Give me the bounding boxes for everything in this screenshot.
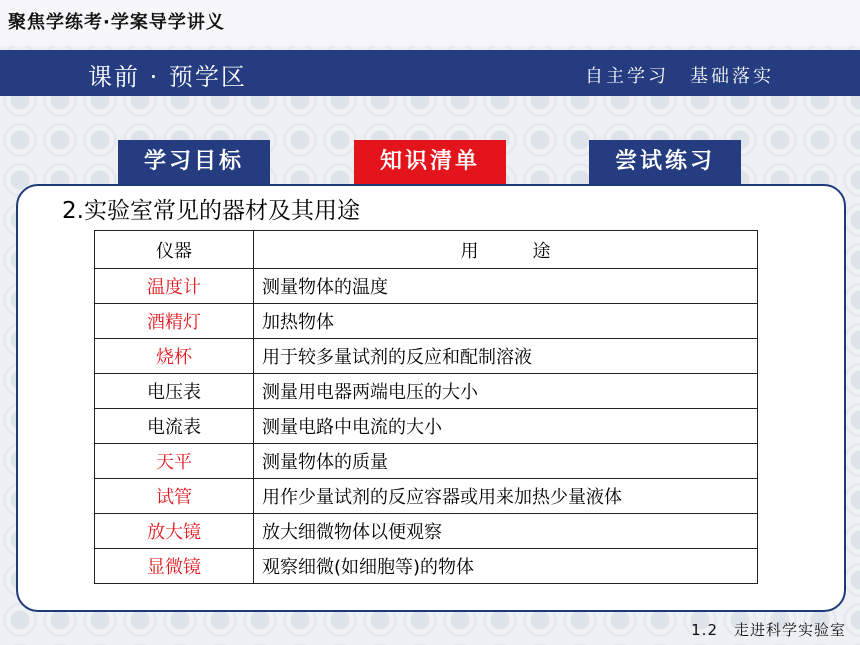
section-heading: 2.实验室常见的器材及其用途 bbox=[62, 198, 360, 224]
instrument-name: 酒精灯 bbox=[95, 304, 254, 339]
tab-learning-goals[interactable]: 学习目标 bbox=[118, 140, 270, 184]
table-row bbox=[95, 269, 758, 304]
instrument-name: 温度计 bbox=[95, 269, 254, 304]
banner-title: 课前 · 预学区 bbox=[88, 63, 247, 91]
instrument-use: 放大细微物体以便观察 bbox=[254, 514, 758, 549]
instrument-use: 用作少量试剂的反应容器或用来加热少量液体 bbox=[254, 479, 758, 514]
brand-title: 聚焦学练考·学案导学讲义 bbox=[8, 12, 225, 33]
table-row bbox=[95, 409, 758, 444]
instrument-use: 测量用电器两端电压的大小 bbox=[254, 374, 758, 409]
tab-knowledge-list[interactable]: 知识清单 bbox=[354, 140, 506, 184]
instrument-name: 天平 bbox=[95, 444, 254, 479]
instrument-use: 测量电路中电流的大小 bbox=[254, 409, 758, 444]
instrument-use: 测量物体的温度 bbox=[254, 269, 758, 304]
header-instrument: 仪器 bbox=[95, 231, 254, 269]
header-use: 用 途 bbox=[254, 231, 758, 269]
top-bar bbox=[0, 0, 860, 46]
instrument-name: 电流表 bbox=[95, 409, 254, 444]
table-row bbox=[95, 304, 758, 339]
instrument-name: 显微镜 bbox=[95, 549, 254, 584]
banner-subtitle: 自主学习 基础落实 bbox=[585, 66, 774, 87]
table-row bbox=[95, 339, 758, 374]
table-row bbox=[95, 549, 758, 584]
instrument-use: 用于较多量试剂的反应和配制溶液 bbox=[254, 339, 758, 374]
table-row bbox=[95, 374, 758, 409]
table-header-row bbox=[95, 231, 758, 269]
table-row bbox=[95, 479, 758, 514]
instrument-use: 测量物体的质量 bbox=[254, 444, 758, 479]
table-row bbox=[95, 514, 758, 549]
instrument-use: 观察细微(如细胞等)的物体 bbox=[254, 549, 758, 584]
table-row bbox=[95, 444, 758, 479]
instrument-name: 试管 bbox=[95, 479, 254, 514]
instrument-table bbox=[94, 230, 758, 584]
section-banner bbox=[0, 50, 860, 96]
instrument-name: 烧杯 bbox=[95, 339, 254, 374]
tab-practice[interactable]: 尝试练习 bbox=[589, 140, 741, 184]
instrument-use: 加热物体 bbox=[254, 304, 758, 339]
instrument-name: 电压表 bbox=[95, 374, 254, 409]
instrument-name: 放大镜 bbox=[95, 514, 254, 549]
footer-chapter: 1.2 走进科学实验室 bbox=[691, 621, 846, 639]
